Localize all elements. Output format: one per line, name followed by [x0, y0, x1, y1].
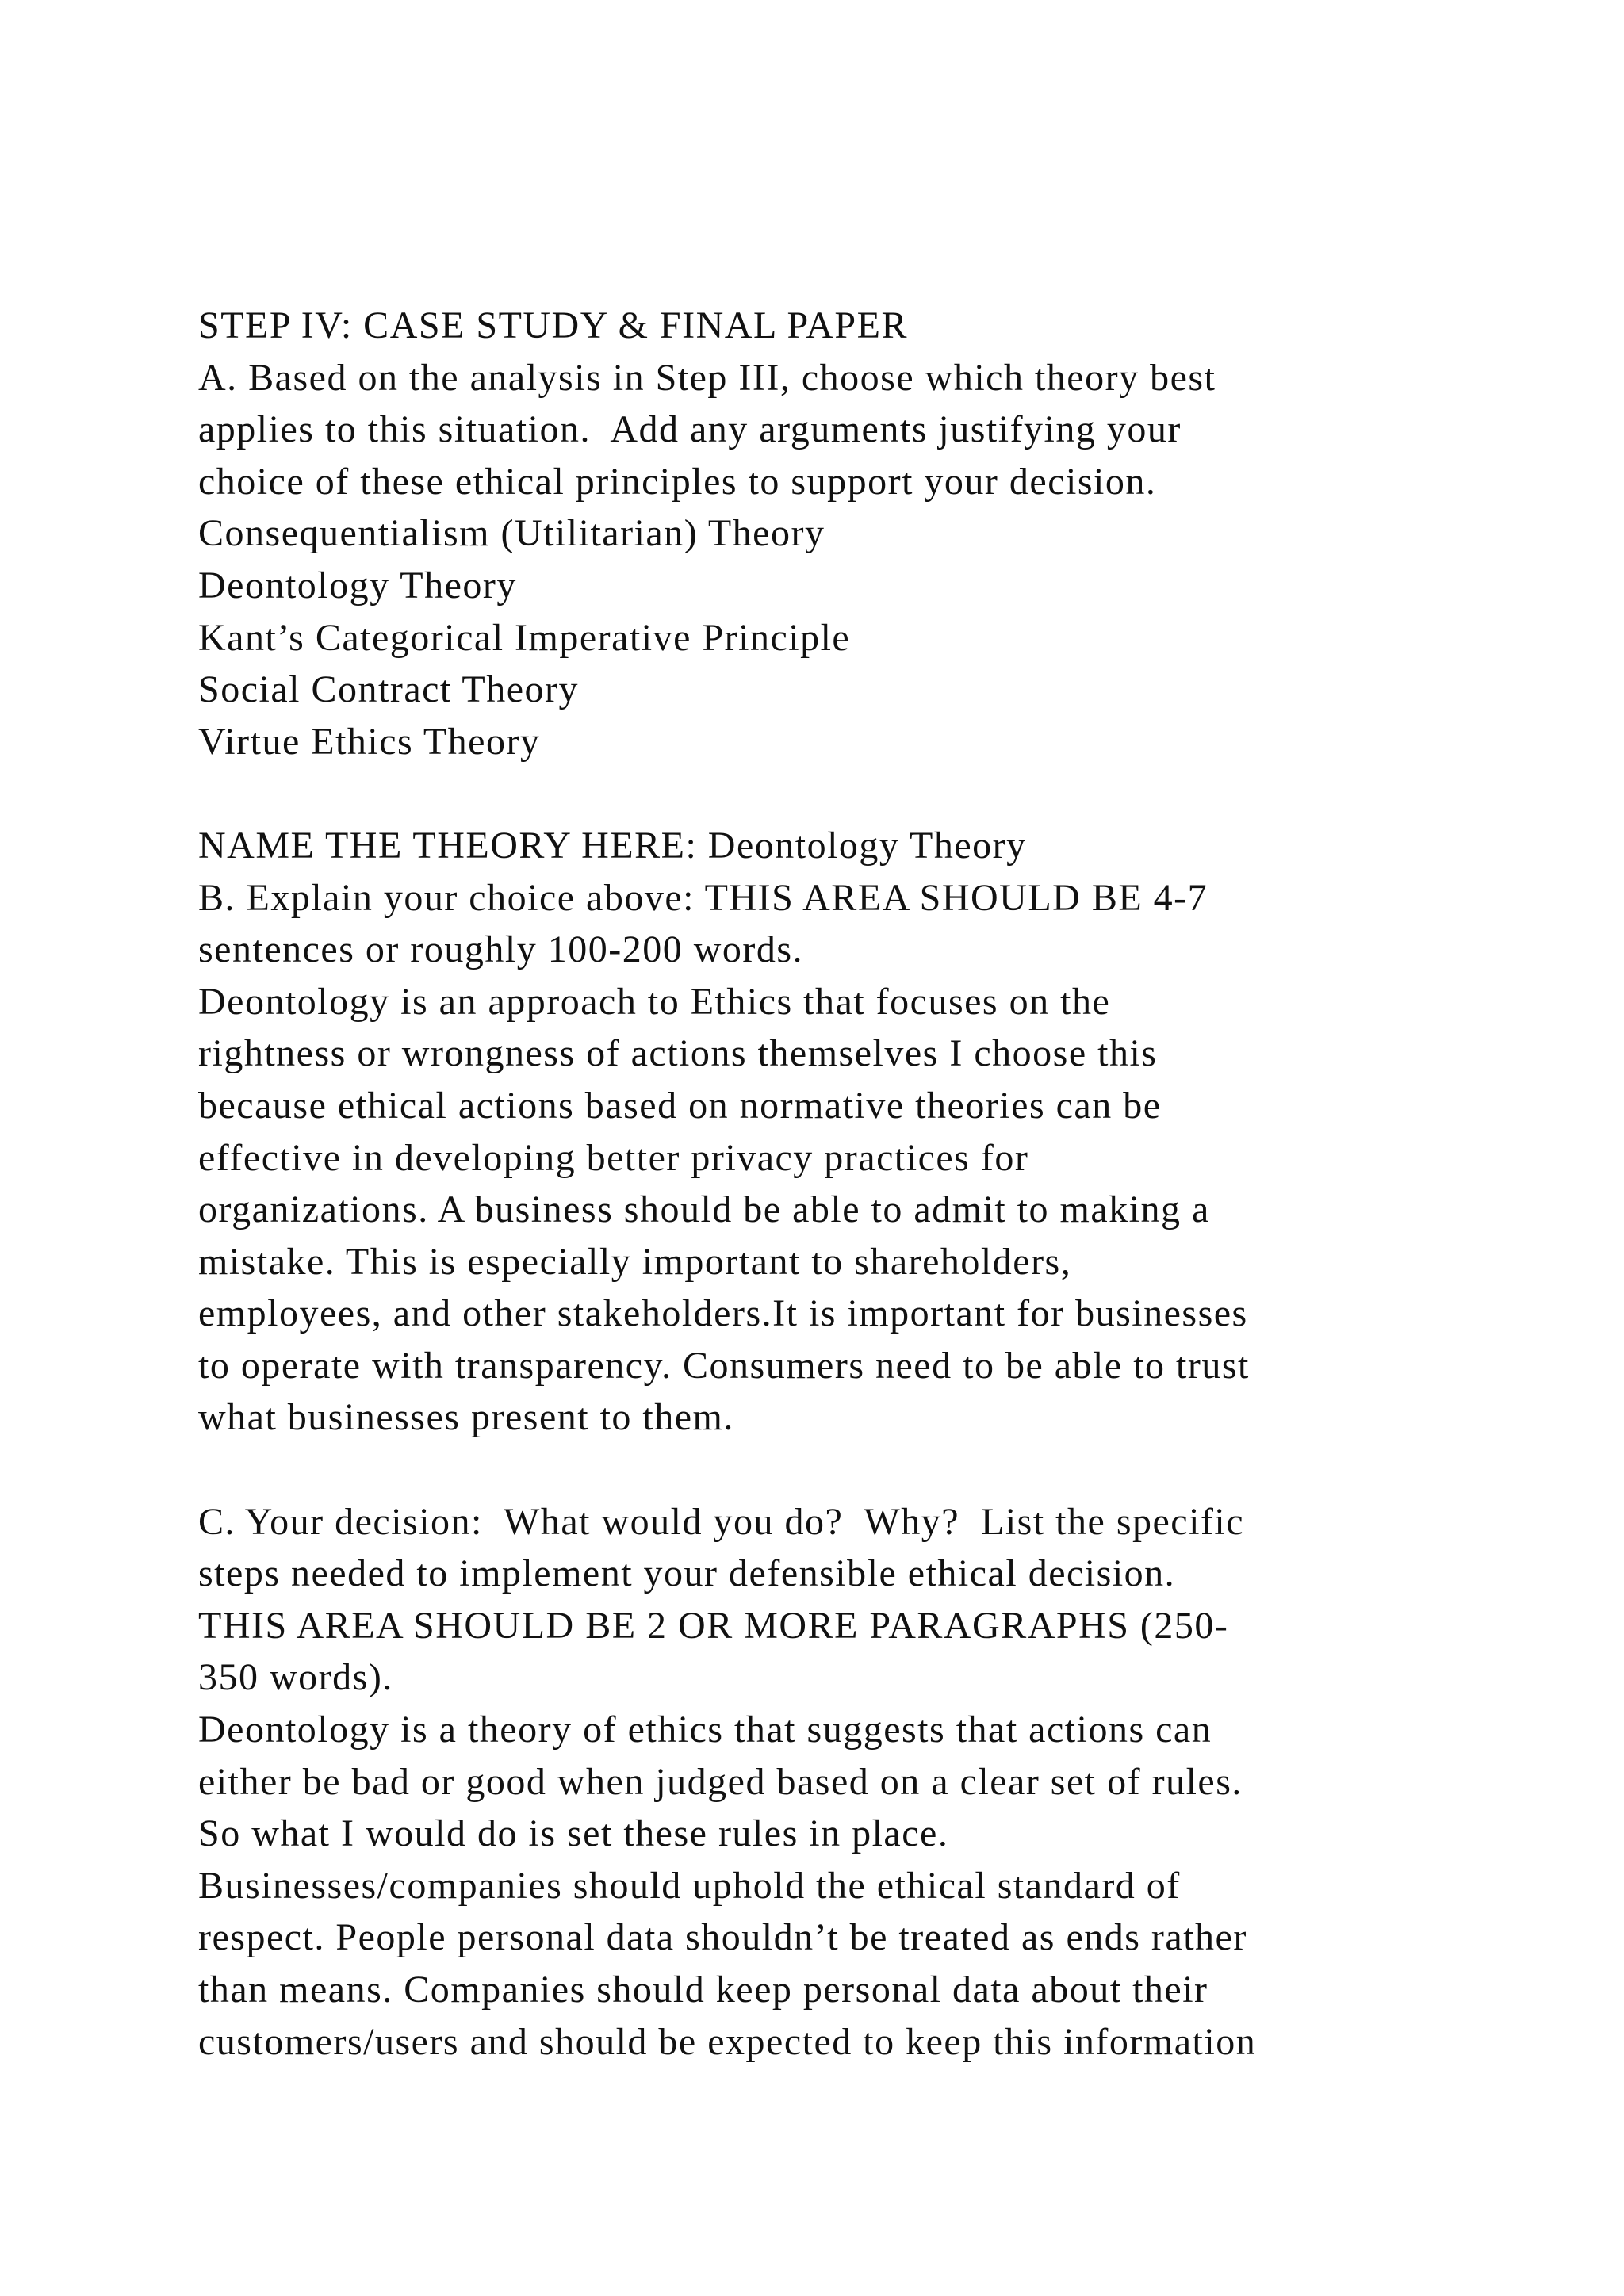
answer-b-line: because ethical actions based on normative theories can be — [198, 1084, 1162, 1127]
answer-b-line: organizations. A business should be able to admit to making a — [198, 1188, 1210, 1231]
question-a-line: applies to this situation. Add any arguments justifying your — [198, 408, 1182, 451]
answer-b-line: mistake. This is especially important to shareholders, — [198, 1240, 1072, 1283]
question-b-line: sentences or roughly 100-200 words. — [198, 928, 804, 971]
heading-step-iv: STEP IV: CASE STUDY & FINAL PAPER — [198, 304, 908, 346]
blank-line — [198, 1444, 1467, 1496]
theory-option: Virtue Ethics Theory — [198, 720, 541, 763]
question-c-line: C. Your decision: What would you do? Why? List the specific — [198, 1500, 1245, 1543]
answer-c-line: Deontology is a theory of ethics that suggests that actions can — [198, 1709, 1212, 1751]
question-c-line: THIS AREA SHOULD BE 2 OR MORE PARAGRAPHS (250- — [198, 1604, 1229, 1647]
answer-b-line: employees, and other stakeholders.It is important for businesses — [198, 1292, 1248, 1335]
answer-c-line: respect. People personal data shouldn’t be treated as ends rather — [198, 1916, 1247, 1959]
answer-c-line: So what I would do is set these rules in place. — [198, 1812, 949, 1855]
question-a-line: A. Based on the analysis in Step III, choose which theory best — [198, 356, 1216, 399]
theory-option: Social Contract Theory — [198, 668, 579, 711]
answer-b-line: rightness or wrongness of actions themselves I choose this — [198, 1032, 1158, 1075]
answer-c-line: either be bad or good when judged based on a clear set of rules. — [198, 1760, 1243, 1803]
answer-c-line: than means. Companies should keep personal data about their — [198, 1969, 1208, 2011]
chosen-theory-line: NAME THE THEORY HERE: Deontology Theory — [198, 824, 1027, 867]
answer-b-line: what businesses present to them. — [198, 1396, 734, 1439]
theory-option: Consequentialism (Utilitarian) Theory — [198, 512, 825, 555]
document-body — [198, 300, 1467, 2068]
answer-c-line: customers/users and should be expected to keep this information — [198, 2020, 1257, 2063]
answer-b-line: effective in developing better privacy practices for — [198, 1136, 1029, 1179]
question-c-line: steps needed to implement your defensible ethical decision. — [198, 1552, 1176, 1595]
answer-b-line: Deontology is an approach to Ethics that focuses on the — [198, 980, 1111, 1023]
theory-option: Kant’s Categorical Imperative Principle — [198, 616, 851, 659]
answer-c-line: Businesses/companies should uphold the ethical standard of — [198, 1864, 1181, 1907]
answer-b-line: to operate with transparency. Consumers need to be able to trust — [198, 1344, 1250, 1387]
question-c-line: 350 words). — [198, 1656, 393, 1699]
blank-line — [198, 767, 1467, 820]
question-a-line: choice of these ethical principles to support your decision. — [198, 460, 1157, 503]
question-b-line: B. Explain your choice above: THIS AREA SHOULD BE 4-7 — [198, 876, 1208, 919]
theory-option: Deontology Theory — [198, 564, 517, 607]
